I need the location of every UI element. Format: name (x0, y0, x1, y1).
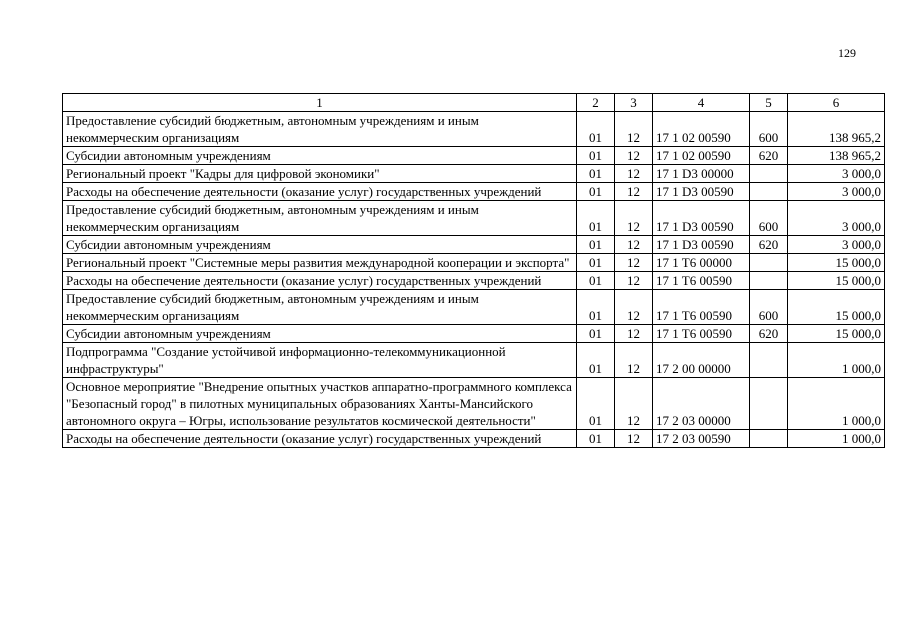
column-header-3: 3 (615, 94, 653, 112)
row-amount-cell: 1 000,0 (788, 343, 885, 378)
row-subsection-cell: 12 (615, 343, 653, 378)
table-row (63, 343, 885, 378)
row-subsection-cell: 12 (615, 112, 653, 147)
row-target-code-cell: 17 1 D3 00590 (653, 201, 750, 236)
row-subsection-cell: 12 (615, 236, 653, 254)
row-name-cell: Расходы на обеспечение деятельности (оказание услуг) государственных учреждений (63, 430, 577, 448)
row-name-cell: Подпрограмма "Создание устойчивой информационно-телекоммуникационной инфраструктуры" (63, 343, 577, 378)
row-name-cell: Расходы на обеспечение деятельности (оказание услуг) государственных учреждений (63, 272, 577, 290)
row-expense-type-cell (750, 430, 788, 448)
row-target-code-cell: 17 1 02 00590 (653, 147, 750, 165)
table-row (63, 201, 885, 236)
row-section-cell: 01 (577, 254, 615, 272)
row-subsection-cell: 12 (615, 290, 653, 325)
row-expense-type-cell (750, 343, 788, 378)
table-row (63, 236, 885, 254)
row-amount-cell: 3 000,0 (788, 236, 885, 254)
row-expense-type-cell: 600 (750, 112, 788, 147)
row-target-code-cell: 17 2 00 00000 (653, 343, 750, 378)
table-body (63, 112, 885, 448)
row-name-cell: Региональный проект "Системные меры развития международной кооперации и экспорта" (63, 254, 577, 272)
row-name-cell: Региональный проект "Кадры для цифровой экономики" (63, 165, 577, 183)
row-expense-type-cell (750, 254, 788, 272)
row-expense-type-cell (750, 272, 788, 290)
row-amount-cell: 15 000,0 (788, 290, 885, 325)
row-expense-type-cell: 620 (750, 236, 788, 254)
row-name-cell: Расходы на обеспечение деятельности (оказание услуг) государственных учреждений (63, 183, 577, 201)
row-subsection-cell: 12 (615, 165, 653, 183)
table-row (63, 254, 885, 272)
row-section-cell: 01 (577, 378, 615, 430)
row-name-cell: Предоставление субсидий бюджетным, автономным учреждениям и иным некоммерческим организациям (63, 201, 577, 236)
header-row (63, 94, 885, 112)
row-target-code-cell: 17 1 T6 00590 (653, 272, 750, 290)
table-row (63, 430, 885, 448)
column-header-1: 1 (63, 94, 577, 112)
row-section-cell: 01 (577, 290, 615, 325)
row-subsection-cell: 12 (615, 147, 653, 165)
row-amount-cell: 3 000,0 (788, 165, 885, 183)
table-row (63, 183, 885, 201)
row-name-cell: Субсидии автономным учреждениям (63, 147, 577, 165)
row-expense-type-cell (750, 165, 788, 183)
row-amount-cell: 1 000,0 (788, 430, 885, 448)
row-amount-cell: 138 965,2 (788, 147, 885, 165)
row-section-cell: 01 (577, 183, 615, 201)
column-header-6: 6 (788, 94, 885, 112)
row-target-code-cell: 17 1 T6 00000 (653, 254, 750, 272)
row-amount-cell: 3 000,0 (788, 183, 885, 201)
column-header-5: 5 (750, 94, 788, 112)
row-target-code-cell: 17 1 T6 00590 (653, 325, 750, 343)
row-target-code-cell: 17 1 T6 00590 (653, 290, 750, 325)
row-name-cell: Субсидии автономным учреждениям (63, 325, 577, 343)
row-target-code-cell: 17 1 02 00590 (653, 112, 750, 147)
row-subsection-cell: 12 (615, 272, 653, 290)
row-expense-type-cell (750, 183, 788, 201)
table-row (63, 112, 885, 147)
row-name-cell: Предоставление субсидий бюджетным, автономным учреждениям и иным некоммерческим организациям (63, 112, 577, 147)
row-target-code-cell: 17 1 D3 00000 (653, 165, 750, 183)
row-section-cell: 01 (577, 430, 615, 448)
row-name-cell: Основное мероприятие "Внедрение опытных участков аппаратно-программного комплекса "Безопасный город" в пилотных муниципальных образованиях Ханты-Мансийского автономного округа – Югры, использование результатов космической деятельности" (63, 378, 577, 430)
row-subsection-cell: 12 (615, 325, 653, 343)
table-row (63, 290, 885, 325)
row-name-cell: Субсидии автономным учреждениям (63, 236, 577, 254)
row-expense-type-cell: 600 (750, 290, 788, 325)
table-row (63, 165, 885, 183)
row-subsection-cell: 12 (615, 201, 653, 236)
row-expense-type-cell: 620 (750, 325, 788, 343)
table-row (63, 378, 885, 430)
row-amount-cell: 3 000,0 (788, 201, 885, 236)
row-section-cell: 01 (577, 147, 615, 165)
table-row (63, 272, 885, 290)
table-row (63, 325, 885, 343)
row-section-cell: 01 (577, 343, 615, 378)
row-subsection-cell: 12 (615, 183, 653, 201)
row-expense-type-cell: 600 (750, 201, 788, 236)
row-subsection-cell: 12 (615, 254, 653, 272)
row-target-code-cell: 17 2 03 00000 (653, 378, 750, 430)
row-subsection-cell: 12 (615, 378, 653, 430)
row-expense-type-cell: 620 (750, 147, 788, 165)
row-section-cell: 01 (577, 272, 615, 290)
row-target-code-cell: 17 2 03 00590 (653, 430, 750, 448)
table-row (63, 147, 885, 165)
row-amount-cell: 138 965,2 (788, 112, 885, 147)
column-header-2: 2 (577, 94, 615, 112)
page-number: 129 (838, 46, 856, 60)
row-amount-cell: 1 000,0 (788, 378, 885, 430)
row-section-cell: 01 (577, 201, 615, 236)
row-amount-cell: 15 000,0 (788, 254, 885, 272)
budget-table (62, 93, 885, 448)
row-target-code-cell: 17 1 D3 00590 (653, 183, 750, 201)
row-target-code-cell: 17 1 D3 00590 (653, 236, 750, 254)
row-section-cell: 01 (577, 325, 615, 343)
row-subsection-cell: 12 (615, 430, 653, 448)
row-section-cell: 01 (577, 112, 615, 147)
row-amount-cell: 15 000,0 (788, 272, 885, 290)
row-amount-cell: 15 000,0 (788, 325, 885, 343)
row-section-cell: 01 (577, 165, 615, 183)
row-expense-type-cell (750, 378, 788, 430)
row-name-cell: Предоставление субсидий бюджетным, автономным учреждениям и иным некоммерческим организациям (63, 290, 577, 325)
row-section-cell: 01 (577, 236, 615, 254)
column-header-4: 4 (653, 94, 750, 112)
